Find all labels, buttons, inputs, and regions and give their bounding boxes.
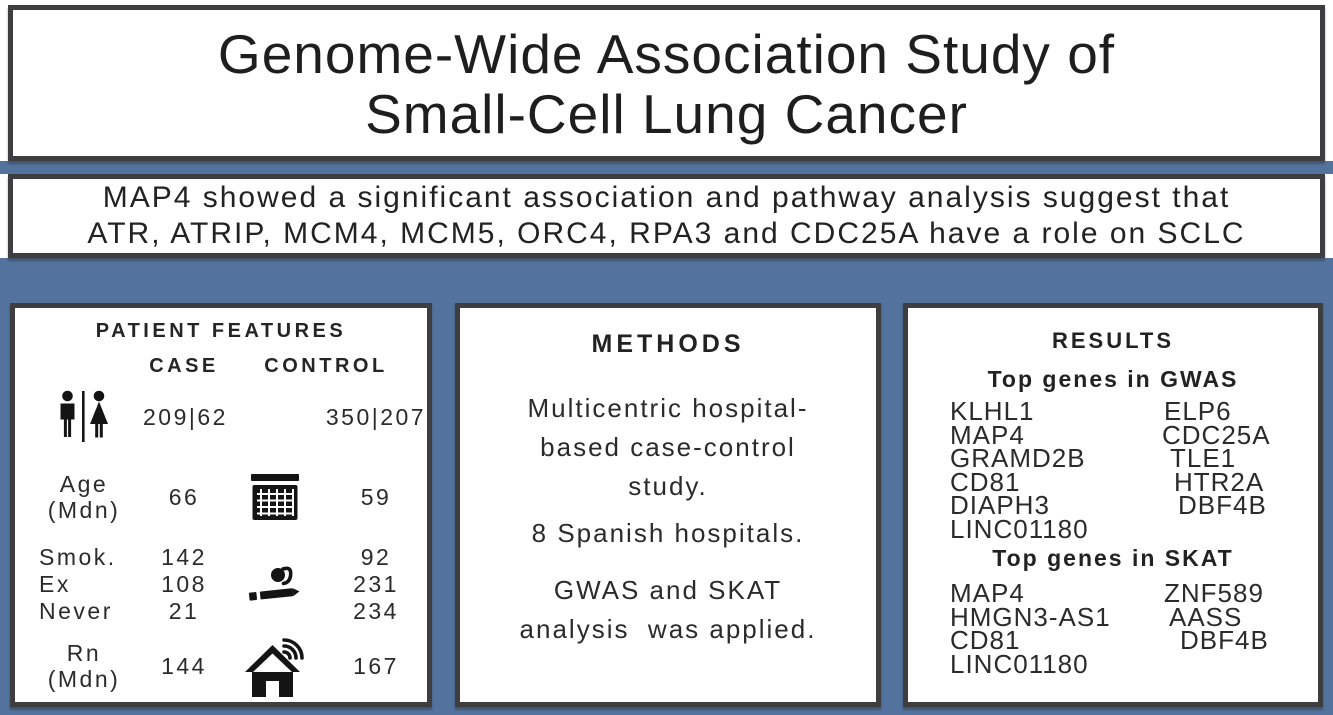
- gene-name: GRAMD2B: [950, 443, 1086, 473]
- age-row: [15, 456, 427, 538]
- smoking-control-values: 92 231 234: [353, 543, 399, 624]
- age-case-value: 66: [168, 483, 200, 510]
- skat-gene-list: [908, 578, 1318, 679]
- gene-name: MAP4: [950, 419, 1025, 450]
- restroom-icon: [25, 390, 143, 444]
- gwas-subheading: Top genes in GWAS: [987, 366, 1239, 392]
- gene-name: DIAPH3: [950, 490, 1050, 520]
- results-panel: [903, 303, 1323, 707]
- patient-features-heading: PATIENT FEATURES: [95, 320, 347, 342]
- key-finding-line1: MAP4 showed a significant association and pathway analysis suggest that: [102, 181, 1231, 214]
- calendar-icon: [225, 474, 325, 520]
- gene-name: CD81: [950, 625, 1021, 655]
- gene-name: LINC01180: [950, 648, 1089, 679]
- gene-name: AASS: [1169, 601, 1243, 632]
- gene-name: DBF4B: [1180, 625, 1269, 655]
- methods-paragraph-analysis: GWAS and SKAT analysis was applied.: [519, 575, 817, 644]
- age-label: Age (Mdn): [47, 471, 121, 523]
- sex-case-value: 209|62: [143, 403, 228, 430]
- gene-name: ELP6: [1164, 396, 1232, 426]
- sex-row: [15, 384, 427, 450]
- age-control-value: 59: [360, 483, 392, 510]
- radon-control-value: 167: [353, 652, 399, 679]
- gene-name: CDC25A: [1162, 419, 1271, 450]
- case-column-header: CASE: [149, 355, 219, 377]
- gene-name: CD81: [950, 466, 1021, 497]
- page-title-line2: Small-Cell Lung Cancer: [365, 83, 968, 145]
- page-title-line1: Genome-Wide Association Study of: [217, 23, 1116, 85]
- house-wifi-icon: [225, 635, 325, 698]
- skat-subheading: Top genes in SKAT: [992, 545, 1234, 571]
- gene-name: LINC01180: [950, 513, 1089, 544]
- title-box: [8, 5, 1325, 161]
- gene-name: MAP4: [950, 578, 1025, 608]
- results-heading: RESULTS: [1051, 328, 1175, 353]
- methods-paragraph-study: Multicentric hospital- based case-control study.: [527, 393, 809, 501]
- smoking-rows: [15, 538, 427, 630]
- smoking-case-values: 142 108 21: [161, 543, 207, 624]
- radon-row: [15, 624, 427, 708]
- control-column-header: CONTROL: [264, 355, 388, 377]
- cigarette-icon: [225, 563, 325, 605]
- patient-features-panel: [10, 303, 432, 707]
- methods-heading: METHODS: [591, 330, 745, 358]
- gene-name: TLE1: [1170, 443, 1237, 473]
- methods-panel: [455, 303, 881, 707]
- smoking-labels: Smok. Ex Never: [39, 543, 117, 624]
- sex-control-value: 350|207: [325, 403, 427, 430]
- gene-name: HMGN3-AS1: [950, 601, 1111, 632]
- patient-features-column-headers: [15, 355, 427, 378]
- key-finding-line2: ATR, ATRIP, MCM4, MCM5, ORC4, RPA3 and CDC25A have a role on SCLC: [87, 217, 1246, 250]
- gwas-genes-left-column: [908, 396, 1120, 544]
- gene-name: KLHL1: [950, 396, 1035, 426]
- gene-name: HTR2A: [1174, 466, 1265, 497]
- radon-case-value: 144: [161, 652, 207, 679]
- skat-genes-right-column: [1120, 578, 1318, 676]
- gene-name: ZNF589: [1164, 578, 1264, 608]
- blue-band-top: [0, 161, 1333, 174]
- methods-paragraph-hospitals: 8 Spanish hospitals.: [531, 518, 805, 548]
- skat-genes-left-column: [908, 578, 1120, 679]
- gwas-genes-right-column: [1120, 396, 1318, 541]
- key-finding-box: [8, 174, 1325, 258]
- gwas-gene-list: [908, 396, 1318, 544]
- gene-name: DBF4B: [1178, 490, 1267, 520]
- radon-label: Rn (Mdn): [47, 640, 121, 692]
